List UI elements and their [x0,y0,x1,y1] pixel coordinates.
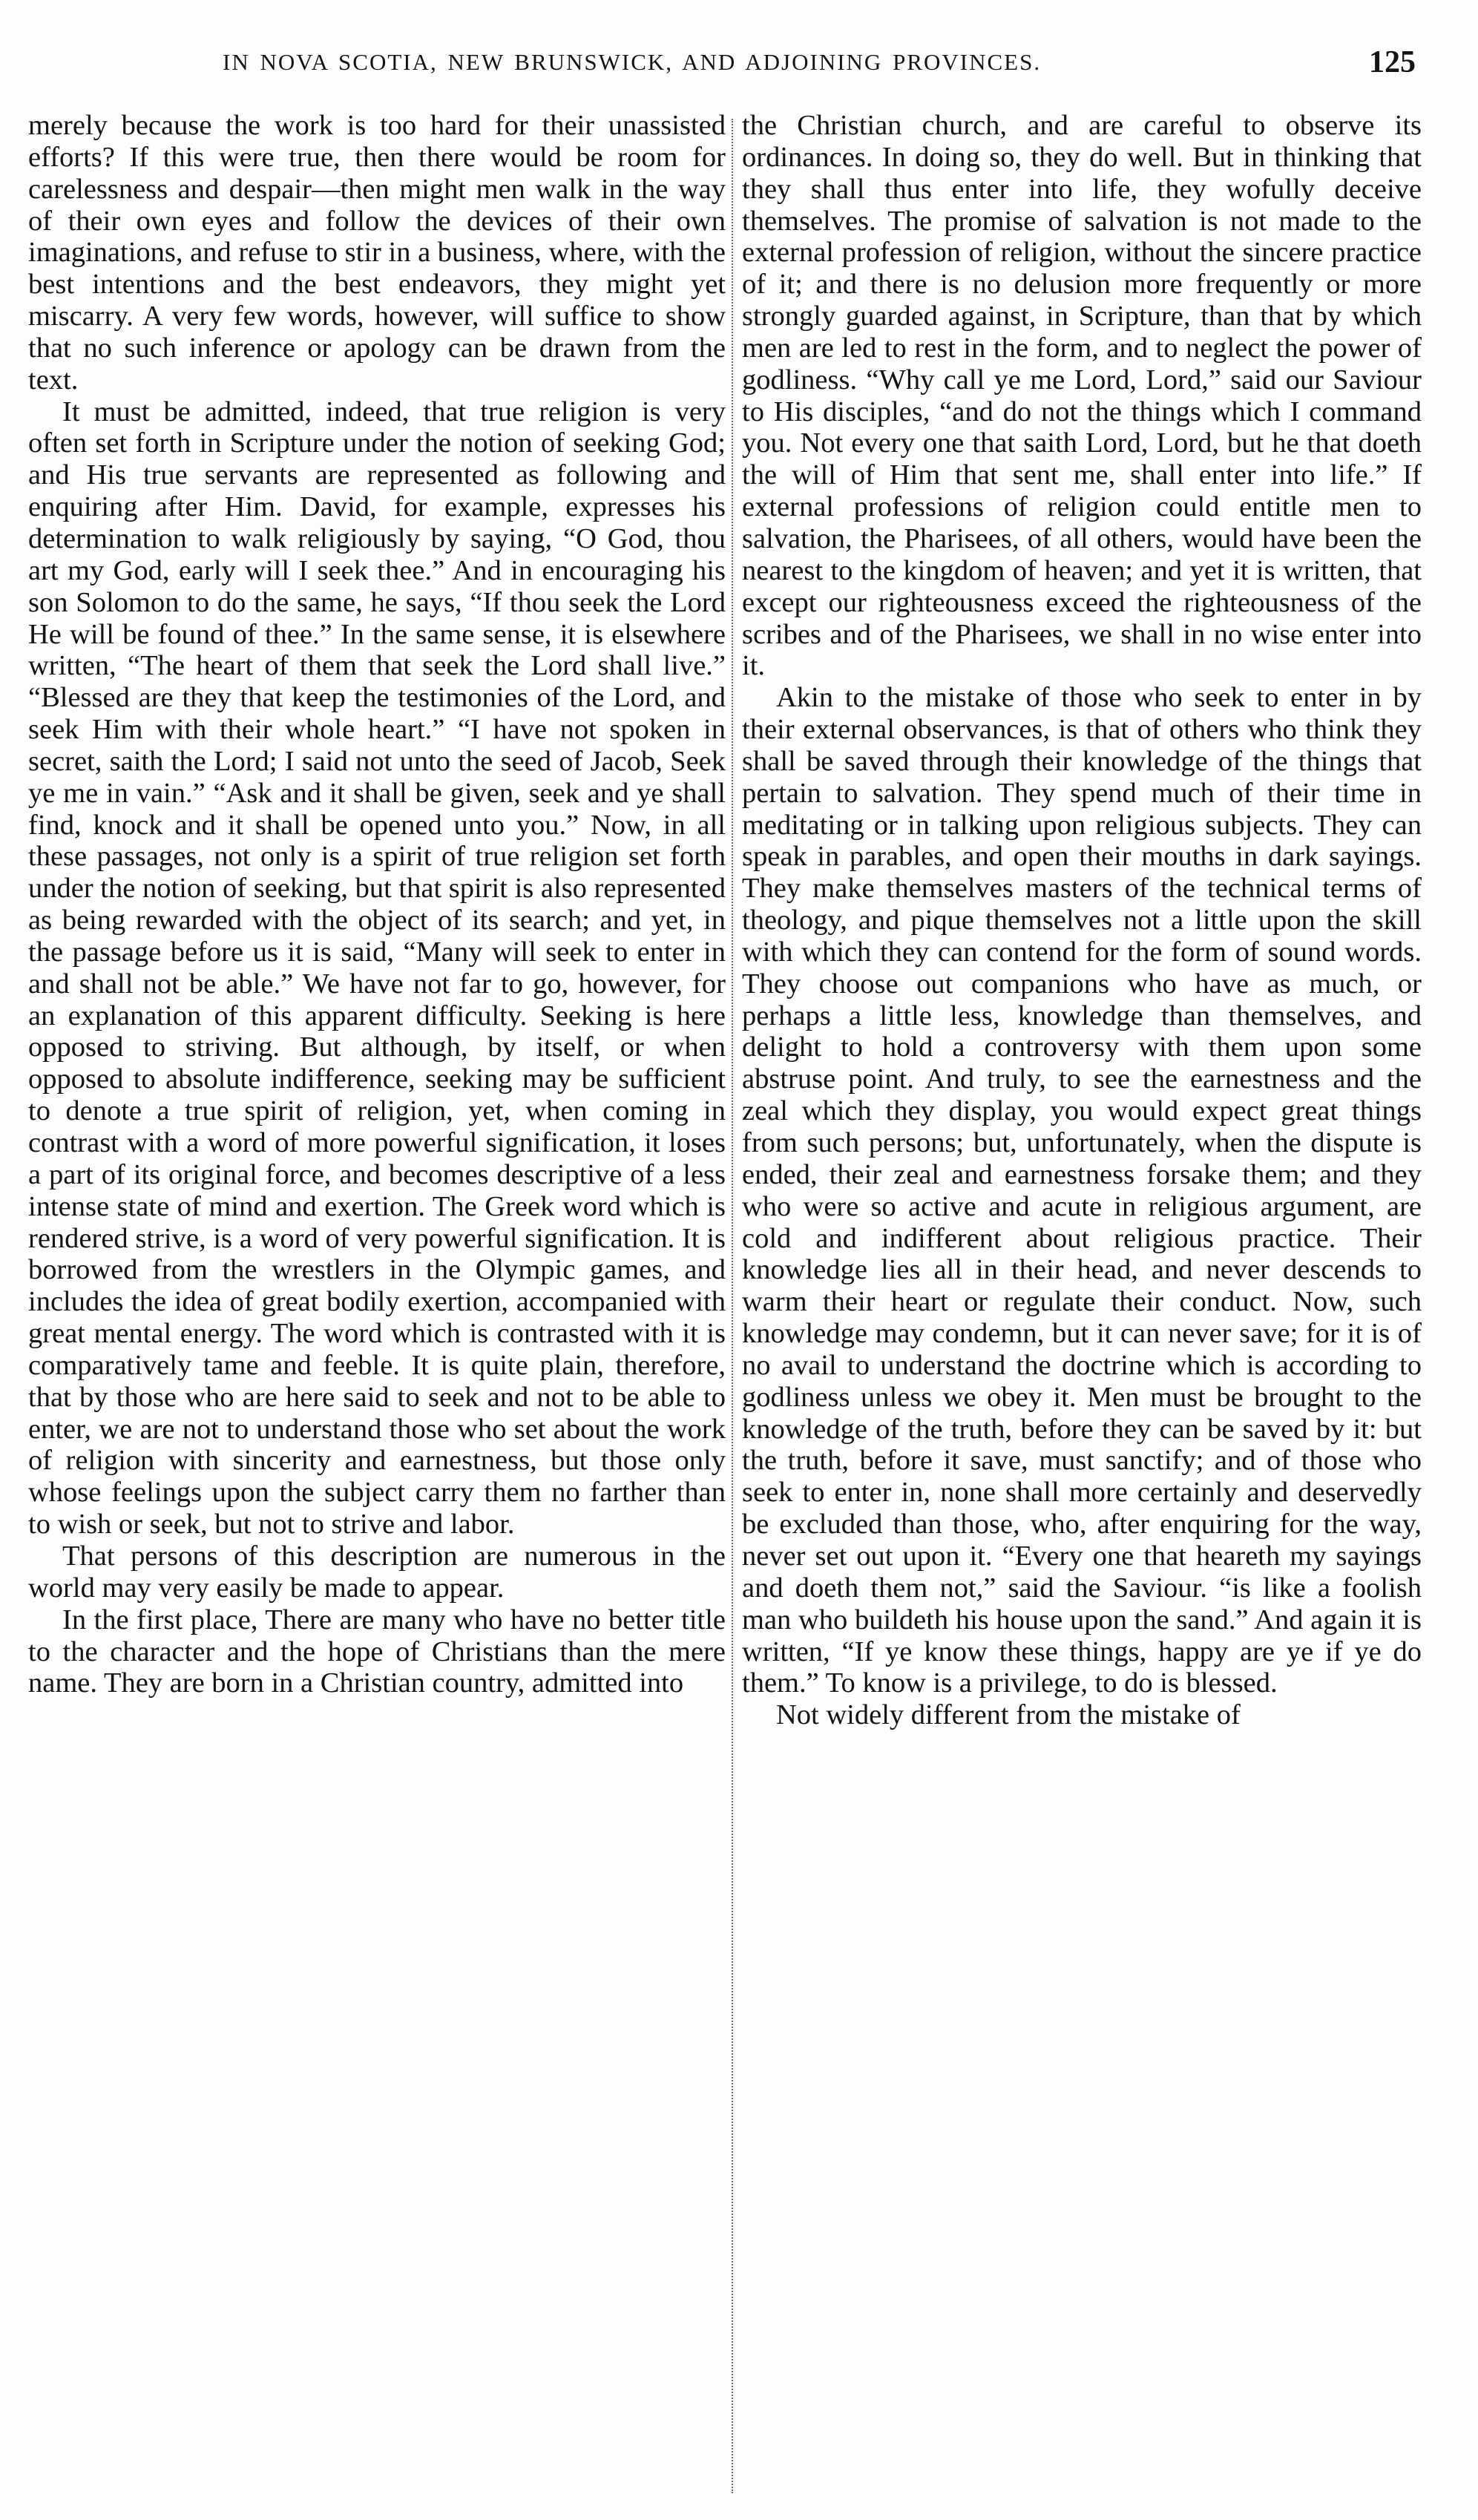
paragraph: merely because the work is too hard for their unassisted efforts? If this were true, then there would be room for carelessness and despair—then might men walk in the way of their own eyes and follow the devices of their own imaginations, and refuse to stir in a business, where, with the best intentions and the best endeavors, they might yet miscarry. A very few words, however, will suffice to show that no such inference or apology can be drawn from the text. [28,110,726,396]
paragraph: Akin to the mistake of those who seek to enter in by their external observances, is that of others who think they shall be saved through their knowledge of the things that pertain to salvation. They spend much of their time in meditating or in talking upon religious subjects. They can speak in parables, and open their mouths in dark sayings. They make themselves masters of the technical terms of theology, and pique themselves not a little upon the skill with which they can contend for the form of sound words. They choose out companions who have as much, or perhaps a little less, knowledge than themselves, and delight to hold a controversy with them upon some abstruse point. And truly, to see the earnestness and the zeal which they display, you would expect great things from such persons; but, unfortunately, when the dispute is ended, their zeal and earnestness forsake them; and they who were so active and acute in religious argument, are cold and indifferent about religious practice. Their knowledge lies all in their head, and never descends to warm their heart or regulate their conduct. Now, such knowledge may condemn, but it can never save; for it is of no avail to understand the doctrine which is according to godliness unless we obey it. Men must be brought to the knowledge of the truth, before they can be saved by it: but the truth, before it save, must sanctify; and of those who seek to enter in, none shall more certainly and deservedly be excluded than those, who, after enquiring for the way, never set out upon it. “Every one that heareth my sayings and doeth them not,” said the Saviour. “is like a foolish man who buildeth his house upon the sand.” And again it is written, “If ye know these things, happy are ye if ye do them.” To know is a privilege, to do is blessed. [742,682,1422,1699]
column-divider [732,119,733,2493]
paragraph: Not widely different from the mistake of [776,1699,1241,1731]
paragraph: the Christian church, and are careful to observe its ordinances. In doing so, they do well. But in thinking that they shall thus enter into life, they wofully deceive themselves. The promise of salvation is not made to the external profession of religion, without the sincere practice of it; and there is no delusion more frequently or more strongly guarded against, in Scripture, than that by which men are led to rest in the form, and to neglect the power of godliness. “Why call ye me Lord, Lord,” said our Saviour to His disciples, “and do not the things which I command you. Not every one that saith Lord, Lord, but he that doeth the will of Him that sent me, shall enter into life.” If external professions of religion could entitle men to salvation, the Pharisees, of all others, would have been the nearest to the kingdom of heaven; and yet it is written, that except our righteousness exceed the righteousness of the scribes and of the Pharisees, we shall in no wise enter into it. [742,110,1422,682]
paragraph: It must be admitted, indeed, that true religion is very often set forth in Scripture under the notion of seeking God; and His true servants are represented as following and enquiring after Him. David, for example, expresses his determination to walk religiously by saying, “O God, thou art my God, early will I seek thee.” And in encouraging his son Solomon to do the same, he says, “If thou seek the Lord He will be found of thee.” In the same sense, it is elsewhere written, “The heart of them that seek the Lord shall live.” “Blessed are they that keep the testimonies of the Lord, and seek Him with their whole heart.” “I have not spoken in secret, saith the Lord; I said not unto the seed of Jacob, Seek ye me in vain.” “Ask and it shall be given, seek and ye shall find, knock and it shall be opened unto you.” Now, in all these passages, not only is a spirit of true religion set forth under the notion of seeking, but that spirit is also represented as being rewarded with the object of its search; and yet, in the passage before us it is said, “Many will seek to enter in and shall not be able.” We have not far to go, however, for an explanation of this apparent difficulty. Seeking is here opposed to striving. But although, by itself, or when opposed to absolute indifference, seeking may be sufficient to denote a true spirit of religion, yet, when coming in contrast with a word of more powerful signification, it loses a part of its original force, and becomes descriptive of a less intense state of mind and exertion. The Greek word which is rendered strive, is a word of very powerful signification. It is borrowed from the wrestlers in the Olympic games, and includes the idea of great bodily exertion, accompanied with great mental energy. The word which is contrasted with it is comparatively tame and feeble. It is quite plain, therefore, that by those who are here said to seek and not to be able to enter, we are not to understand those who set about the work of religion with sincerity and earnestness, but those only whose feelings upon the subject carry them no farther than to wish or seek, but not to strive and labor. [28,396,726,1540]
page-number: 125 [1369,45,1416,79]
running-title: IN NOVA SCOTIA, NEW BRUNSWICK, AND ADJOINING PROVINCES. [223,49,1042,75]
paragraph: In the first place, There are many who have no better title to the character and the hope of Christians than the mere name. They are born in a Christian country, admitted into [28,1604,726,1699]
left-column [28,110,726,2503]
right-column [742,110,1422,2503]
paragraph: That persons of this description are numerous in the world may very easily be made to appear. [28,1540,726,1604]
running-header [223,45,1425,93]
